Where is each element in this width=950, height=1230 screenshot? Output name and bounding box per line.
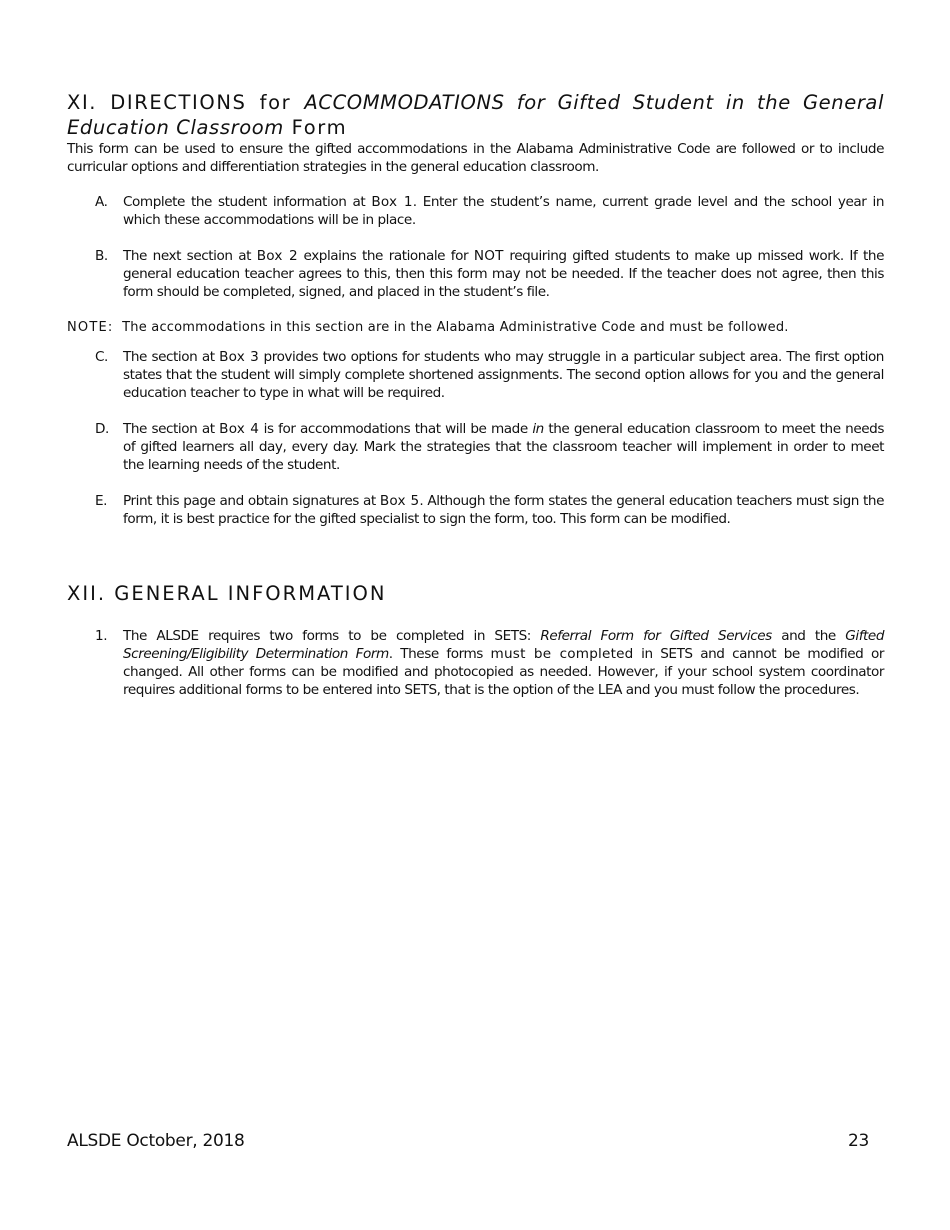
text-run: explains the rationale for [297, 248, 474, 264]
list-item-text [123, 348, 884, 402]
text-run: . Enter the student’s name, current grade level and the school year in which these accommodations will be in place. [123, 194, 884, 228]
footer-source: ALSDE October, 2018 [67, 1131, 245, 1151]
note-label: NOTE: [67, 320, 114, 335]
emphasis-not: NOT [473, 248, 504, 264]
list-marker: D. [95, 421, 109, 437]
note [67, 319, 884, 337]
text-run: provides two options for students who may struggle in a particular subject area. The first option states that the student will simply complete shortened assignments. The second option allows for you and the general education teacher to type in what will be required. [123, 349, 884, 401]
list-item-text [123, 247, 884, 301]
text-run: the general education classroom to meet the needs of gifted learners all day, every day. Mark the strategies that the classroom teacher will implement in order to meet the learning needs of the student. [123, 421, 884, 473]
screening-form-title: Gifted Screening/Eligibility Determination Form [123, 628, 885, 662]
section-xi-title-italic: ACCOMMODATIONS for Gifted Student in the General Education Classroom [67, 91, 885, 139]
section-xi-intro: This form can be used to ensure the gifted accommodations in the Alabama Administrative Code are followed or to include curricular options and differentiation strategies in the general education classroom. [67, 141, 884, 175]
text-run: The section at [123, 421, 220, 437]
page-body [67, 90, 884, 699]
list-item-e [67, 492, 884, 528]
box-reference: Box 4 [219, 421, 260, 437]
page-number: 23 [847, 1131, 869, 1151]
section-xi-title-suffix: Form [283, 116, 348, 139]
section-xi-title [67, 90, 884, 140]
list-item-c [67, 348, 884, 402]
text-run: requiring gifted students to make up missed work. If the general education teacher agrees to this, then this form may not be needed. If the teacher does not agree, then this form should be completed, signed, and placed in the student’s file. [123, 248, 884, 300]
text-run: . Although the form states the general education teachers must sign the form, it is best practice for the gifted specialist to sign the form, too. This form can be modified. [123, 493, 884, 527]
note-text: The accommodations in this section are in the Alabama Administrative Code and must be followed. [113, 320, 789, 335]
list-item-text [123, 627, 884, 699]
list-item-1 [67, 627, 884, 699]
text-run: Print this page and obtain signatures at [123, 493, 380, 509]
text-run: Complete the student information at [123, 194, 372, 210]
list-marker: B. [95, 248, 108, 264]
list-item-d [67, 420, 884, 474]
list-item-b [67, 247, 884, 301]
list-item-text [123, 492, 884, 528]
text-run: and the [771, 628, 846, 644]
referral-form-title: Referral Form for Gifted Services [540, 628, 772, 644]
emphasis-in: in [532, 421, 544, 437]
box-reference: Box 2 [256, 248, 298, 264]
list-marker: C. [95, 349, 108, 365]
box-reference: Box 3 [219, 349, 260, 365]
box-reference: Box 5 [379, 493, 420, 509]
text-run: is for accommodations that will be made [259, 421, 533, 437]
text-run: in SETS and cannot be modified or changed. All other forms can be modified and photocopied as needed. However, if your school system coordinator requires additional forms to be entered into SETS, that is the option of the LEA and you must follow the procedures. [123, 646, 884, 698]
page-footer [67, 1130, 869, 1152]
list-marker: 1. [95, 628, 108, 644]
emphasis-must: must be completed [490, 646, 634, 662]
list-item-text [123, 420, 884, 474]
text-run: . These forms [388, 646, 491, 662]
list-item-text [123, 193, 884, 229]
box-reference: Box 1 [371, 194, 413, 210]
section-xii-title: XII. GENERAL INFORMATION [67, 582, 387, 605]
list-item-a [67, 193, 884, 229]
text-run: The section at [123, 349, 220, 365]
list-marker: A. [95, 194, 108, 210]
text-run: The ALSDE requires two forms to be completed in SETS: [123, 628, 541, 644]
list-marker: E. [95, 493, 108, 509]
section-xi-title-prefix: XI. DIRECTIONS for [67, 91, 305, 114]
text-run: The next section at [123, 248, 257, 264]
